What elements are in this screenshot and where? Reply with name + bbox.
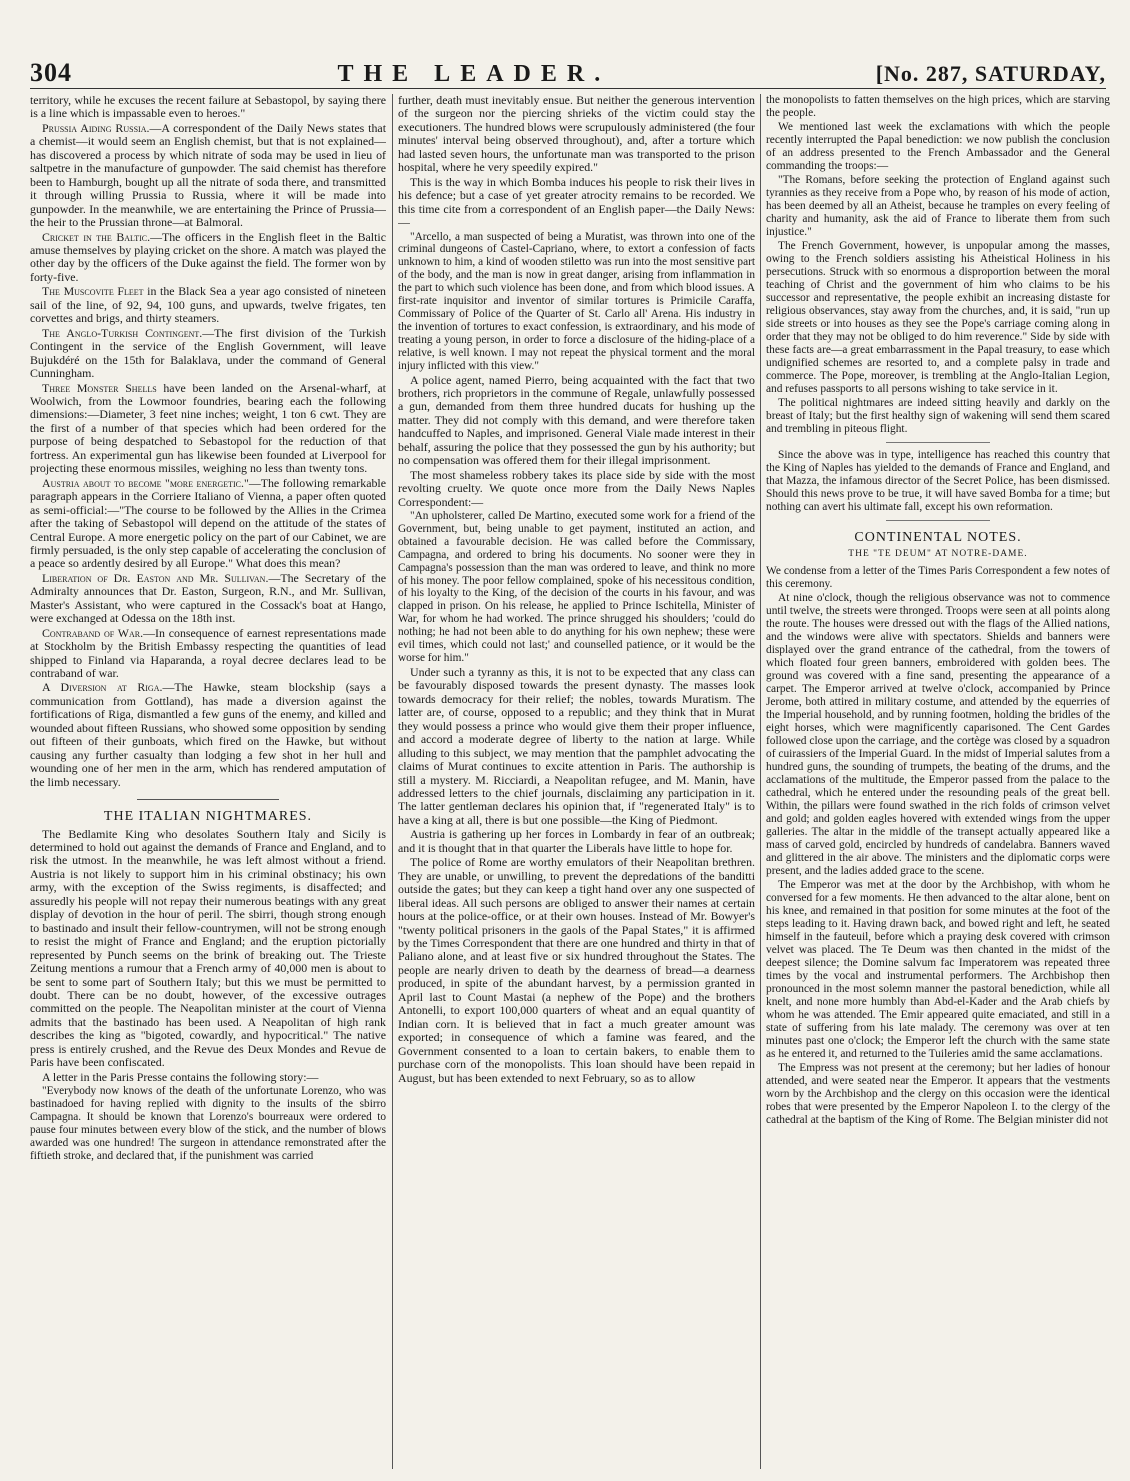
paragraph: The Muscovite Fleet in the Black Sea a year ago consisted of nineteen sail of the line, of 92, 94, 100 guns, and upwards, twelve frigates, ten corvettes and brigs, and thirty steamers. <box>30 284 386 326</box>
paragraph: the monopolists to fatten themselves on the high prices, which are starving the people. <box>766 94 1110 119</box>
section-title: THE ITALIAN NIGHTMARES. <box>103 809 313 825</box>
paragraph: Austria about to become "more energetic."—The following remarkable paragraph appears in the Corriere Italiano of Vienna, a paper often quoted as semi-official:—"The course to be followed by the Allies in the Crimea after the taking of Sebastopol will depend on the attitude of the states of Central Europe. A more energetic policy on the part of our Cabinet, we are firmly persuaded, is the only step capable of accelerating the conclusion of a peace so ardently desired by all Europe." What does this mean? <box>30 475 386 571</box>
item-heading: Liberation of Dr. Easton and Mr. Sullivan. <box>42 570 269 585</box>
paragraph: The Emperor was met at the door by the Archbishop, with whom he conversed for a few moments. He then advanced to the altar alone, bent on his knee, and remained in that position for some minutes at the foot of the steps leading to it. Having drawn back, and bowed right and left, he seated himself in the fauteuil, before which a praying desk covered with crimson velvet was placed. The Te Deum was then chanted in the midst of the deepest silence; the Domine salvum fac Imperatorem was repeated three times by the vocal and instrumental performers. The Archbishop then pronounced in the most solemn manner the pastoral benediction, while all knelt, and none more humbly than Abd-el-Kader and the Arab chiefs by whom he was attended. The Emir appeared quite emaciated, and still in a state of suffering from his late malady. The ceremony was over at ten minutes past one o'clock; the Emperor left the church with the same state as he entered it, and returned to the Tuileries amid the same acclamations. <box>766 878 1110 1060</box>
paragraph: Prussia Aiding Russia.—A correspondent of the Daily News states that a chemist—it would seem an English chemist, but that is not explained—has discovered a process by which nitrate of soda may be used in lieu of saltpetre in the manufacture of gunpowder. The said chemist has therefore been to Hamburgh, bought up all the nitrate of soda there, and transmitted it through willing Prussia to Russia, where it will be made into gunpowder. In the meanwhile, we are entertaining the Prince of Prussia—the heir to the Prussian throne—at Balmoral. <box>30 120 386 230</box>
paragraph: territory, while he excuses the recent failure at Sebastopol, by saying there is a line which is impassable even to heroes." <box>30 94 386 121</box>
quoted-paragraph: "An upholsterer, called De Martino, executed some work for a friend of the Government, but, being unable to get payment, instituted an action, and obtained a favourable decision. He was called before the Commissary, Campagna, and ordered to bring his documents. No sooner were they in Campagna's possession than the man was ordered to leave, and think no more of his money. The poor fellow complained, spoke of his necessitous condition, of his loyalty to the King, of the decision of the courts in his favour, and was clapped in prison. On his release, he applied to Prince Ischitella, Minister of War, for whom he had worked. The prince shrugged his shoulders; 'could do nothing; he had not been able to do anything for his own nephew; these were evil times, which could not last;' and counselled patience, or it would be the worse for him." <box>398 510 755 664</box>
paragraph: Austria is gathering up her forces in Lombardy in fear of an outbreak; and it is thought that in that quarter the Liberals have little to hope for. <box>398 827 755 855</box>
paragraph: The Anglo-Turkish Contingent.—The first division of the Turkish Contingent in the service of the English Government, will leave Bujukdéré on the 15th for Balaklava, under the command of General Cunningham. <box>30 325 386 381</box>
quoted-paragraph: "Arcello, a man suspected of being a Muratist, was thrown into one of the criminal dungeons of Castel-Capriano, where, to extort a confession of facts unknown to him, a kind of wooden stiletto was run into the most sensitive part of the body, and the man is now in great danger, arising from inflammation in the part to which such violence has been done, and from which blood issues. A first-rate inquisitor and inventor of similar tortures is Primicile Caraffa, Commissary of Police of the Quarter of St. Carlo all' Arena. His industry in the invention of tortures to exact confession, is extraordinary, and his mode of treating a young person, in order to force a disclosure of the hiding-place of a relative, is well known. I may not repeat the physical torment and the moral injury inflicted with this view." <box>398 230 755 372</box>
paragraph: A letter in the Paris Presse contains the following story:— <box>42 1069 319 1084</box>
paragraph: Under such a tyranny as this, it is not to be expected that any class can be favourably disposed towards the present dynasty. The masses look towards democracy for their relief; the nobles, towards Muratism. The latter are, of course, opposed to a republic; and they think that in Murat they would possess a prince who would give them their proper influence, and accord a moderate degree of liberty to the nation at large. While alluding to this subject, we may mention that the pamphlet advocating the claims of Murat continues to excite attention in Paris. The authorship is still a mystery. M. Ricciardi, a Neapolitan refugee, and M. Manin, have addressed letters to the chief journals, disclaiming any participation in it. The latter gentleman declares his opinion that, if "regenerated Italy" is to have a king at all, there is but one possible—the King of Piedmont. <box>398 664 755 827</box>
item-heading: Austria about to become "more energetic." <box>42 475 249 490</box>
section-divider <box>886 520 989 521</box>
page-number: 304 <box>30 58 72 87</box>
item-heading: Prussia Aiding Russia. <box>42 120 150 135</box>
masthead <box>30 58 1106 89</box>
paragraph: The Bedlamite King who desolates Southern Italy and Sicily is determined to hold out against the demands of France and England, and to risk the utmost. In the meanwhile, he was left almost without a friend. Austria is not likely to support him in his criminal obstinacy; his own army, with the exception of the Swiss regiments, is disaffected; and assuredly his people will not repay their numerous beatings with any great display of devotion in the hour of peril. The sbirri, though strong enough to bastinado and insult their fellow-countrymen, will not be strong enough to resist the might of France and England; and the eruption pictorially represented by Punch seems on the brink of breaking out. The Trieste Zeitung mentions a rumour that a French army of 40,000 men is about to be sent to some part of Southern Italy; but this we must be permitted to doubt. There can be no doubt, however, of the excessive outrages committed on the people. The Neapolitan minister at the court of Vienna admits that the bastinado has been used. A Neapolitan of high rank describes the king as "bigoted, cowardly, and hypocritical." The native press is entirely crushed, and the Revue des Deux Mondes and Revue de Paris have been confiscated. <box>30 826 386 1070</box>
newspaper-title: THE LEADER. <box>337 61 611 87</box>
item-heading: Three Monster Shells <box>42 380 157 395</box>
paragraph: The police of Rome are worthy emulators of their Neapolitan brethren. They are unable, or unwilling, to prevent the depredations of the banditti outside the gates; but they can keep a tight hand over any one suspected of liberal ideas. All such persons are obliged to answer their names at certain hours at the police-office, or at their own houses. Instead of Mr. Bowyer's "twenty political prisoners in the gaols of the Papal States," it is affirmed by the Times Correspondent that there are one hundred and thirty in that of Paliano alone, and at least five or six hundred throughout the States. The people are nearly driven to death by the dearness of bread—a dearness produced, in spite of the abundant harvest, by a permission granted in April last to Count Mastai (a nephew of the Pope) and the brothers Antonelli, to export 100,000 quarters of wheat and an equal quantity of Indian corn. It is believed that in fact a much greater amount was exported; in consequence of which a famine was feared, and the Government consented to a loan to certain bakers, to enable them to purchase corn of the monopolists. This loan should have been repaid in August, but has been extended to next February, so as to allow <box>398 855 755 1085</box>
paragraph: further, death must inevitably ensue. But neither the generous intervention of the surgeon nor the piercing shrieks of the victim could stay the executioners. The hundred blows were scrupulously administered (the four minutes' interval being observed throughout), and, after a torture which had lasted seven hours, the unfortunate man was transported to the prison hospital, where he very speedily expired." <box>398 94 755 175</box>
quoted-paragraph: "Everybody now knows of the death of the unfortunate Lorenzo, who was bastinadoed for having replied with dignity to the insults of the sbirro Campagna. It should be known that Lorenzo's bourreaux were ordered to pause four minutes between every blow of the stick, and the number of blows awarded was one hundred! The surgeon in attendance remonstrated after the fiftieth stroke, and declared that, if the punishment was carried <box>30 1085 386 1162</box>
column-1 <box>30 94 386 1469</box>
item-heading: The Muscovite Fleet <box>42 284 144 299</box>
section-title: CONTINENTAL NOTES. <box>854 529 1022 545</box>
paragraph: Contraband of War.—In consequence of earnest representations made at Stockholm by the British Embassy respecting the quantities of lead shipped to Finland via Haparanda, a royal decree declares lead to be contraband of war. <box>30 625 386 681</box>
paragraph: A Diversion at Riga.—The Hawke, steam blockship (says a communication from Gottland), has made a diversion against the fortifications of Riga, dismantled a few guns of the enemy, and killed and wounded about fifteen Russians, who showed some opposition by sending out fifteen of their gunboats, which fired on the Hawke, but without causing any further casualty than lodging a few shot in her hull and wounding one of her men in the arm, which has rendered amputation of the limb necessary. <box>30 680 386 789</box>
column-rule-1 <box>392 94 393 1469</box>
item-heading: Contraband of War. <box>42 625 144 640</box>
paragraph: At nine o'clock, though the religious observance was not to commence until twelve, the streets were thronged. Troops were seen at all points along the route. The houses were dressed out with the flags of the Allied nations, and the windows were alive with spectators. Shields and banners were displayed over the grand entrance of the cathedral, from the towers of which floated four green banners, embroidered with golden bees. The ground was covered with a fine sand, presenting the appearance of a carpet. The Emperor arrived at twelve o'clock, accompanied by Prince Jerome, both attired in military costume, and attended by the equerries of the Imperial household, and by running footmen, holding the bridles of the eight horses, which were magnificently caparisoned. The Cent Gardes followed close upon the carriage, and the cortège was closed by a squadron of cuirassiers of the Imperial Guard. In the midst of Imperial salutes from a hundred guns, the sounding of trumpets, the beating of the drums, and the acclamations of the multitude, the Emperor passed from the palace to the cathedral, which he entered under the resounding peals of the great bell. Within, the pillars were found swathed in the rich folds of crimson velvet and gold; and golden eagles hovered with extended wings from the upper galleries. The altar in the middle of the transept actually appeared like a mass of carved gold, encircled by hundreds of candelabra. Banners waved and glittered in the air above. The ministers and the diplomatic corps were present, and the ladies added grace to the scene. <box>766 591 1110 877</box>
section-divider <box>886 442 989 443</box>
paragraph: Since the above was in type, intelligence has reached this country that the King of Naples has yielded to the demands of France and England, and that Mazza, the infamous director of the Secret Police, has been dismissed. Should this news prove to be true, it will have saved Bomba for a time; but nothing can avert his ultimate fall, except his own reformation. <box>766 448 1110 513</box>
issue-number: [No. 287, SATURDAY, <box>875 61 1106 86</box>
paragraph: A police agent, named Pierro, being acquainted with the fact that two brothers, rich proprietors in the commune of Regale, unlawfully possessed a gun, demanded from them three hundred ducats for hushing up the matter. They did not comply with this demand, and were therefore taken handcuffed to Naples, and imprisoned. General Viale made interest in their behalf, assuring the police that they possessed the gun by his authority; but no compensation was offered them for their illegal imprisonment. <box>398 372 755 468</box>
column-rule-2 <box>760 94 761 1469</box>
paragraph: We mentioned last week the exclamations with which the people recently interrupted the Papal benediction: we now publish the conclusion of an address presented to the French Ambassador and the General commanding the troops:— <box>766 121 1110 172</box>
paragraph: The French Government, however, is unpopular among the masses, owing to the French soldiers assisting his Atheistical Holiness in his persecutions. Struck with so enormous a disproportion between the moral teaching of Christ and the government of him who claims to be his successor and representative, the people exhibit an increasing distaste for religious observances, stay away from the churches, and, it is said, "run up side streets or into houses as they see the Pope's carriage coming along in order that they may not be obliged to do him reverence." Side by side with these facts are—a great embarrassment in the Papal treasury, to ease which undignified schemes are resorted to, and a complete palsy in trade and commerce. The Pope, moreover, is trembling at the Anglo-Italian Legion, and refuses passports to all persons wishing to take service in it. <box>766 239 1110 395</box>
paragraph: Three Monster Shells have been landed on the Arsenal-wharf, at Woolwich, from the Lowmoor foundries, bearing each the following dimensions:—Diameter, 3 feet nine inches; weight, 1 ton 6 cwt. They are the first of a number of that species which had been ordered for the purpose of being despatched to Sebastopol for the reduction of that fortress. An experimental gun has likewise been founded at Liverpool for projecting these enormous missiles, weighing no less than twenty tons. <box>30 380 386 476</box>
quoted-paragraph: "The Romans, before seeking the protection of England against such tyrannies as they receive from a Pope who, by reason of his mode of action, has been deemed by all an Atheist, because he tramples on every feeling of charity and humanity, ask the aid of France to liberate them from such injustice." <box>766 174 1110 238</box>
paragraph: We condense from a letter of the Times Paris Correspondent a few notes of this ceremony. <box>766 564 1110 590</box>
paragraph: This is the way in which Bomba induces his people to risk their lives in his defence; but a case of yet greater atrocity remains to be recorded. We this time cite from a correspondent of an English paper—the Daily News:— <box>398 174 755 230</box>
paragraph: The Empress was not present at the ceremony; but her ladies of honour attended, and were seated near the Emperor. It appears that the vestments worn by the Archbishop and the clergy on this occasion were the identical robes that were presented by the Emperor Napoleon I. to the clergy of the cathedral at the baptism of the King of Rome. The Belgian minister did not <box>766 1061 1110 1126</box>
paragraph: The most shameless robbery takes its place side by side with the most revolting cruelty. We quote once more from the Daily News Naples Correspondent:— <box>398 467 755 509</box>
section-divider <box>137 799 279 800</box>
paragraph: The political nightmares are indeed sitting heavily and darkly on the breast of Italy; but the first healthy sign of wakening will send them scared and trembling in piteous flight. <box>766 396 1110 435</box>
item-heading: The Anglo-Turkish Contingent. <box>42 325 203 340</box>
paragraph: Cricket in the Baltic.—The officers in the English fleet in the Baltic amuse themselves by playing cricket on the shore. A match was played the other day by the officers of the Duke against the field. The former won by forty-five. <box>30 229 386 284</box>
item-heading: Cricket in the Baltic. <box>42 229 151 244</box>
column-3 <box>766 94 1110 1469</box>
item-heading: A Diversion at Riga. <box>42 680 163 695</box>
paragraph: Liberation of Dr. Easton and Mr. Sullivan.—The Secretary of the Admiralty announces that Dr. Easton, Surgeon, R.N., and Mr. Sullivan, Master's Assistant, who were captured in the Cossack's boat at Hango, were exchanged at Odessa on the 18th inst. <box>30 570 386 626</box>
column-2 <box>398 94 755 1469</box>
section-subtitle: THE "TE DEUM" AT NOTRE-DAME. <box>848 548 1028 559</box>
